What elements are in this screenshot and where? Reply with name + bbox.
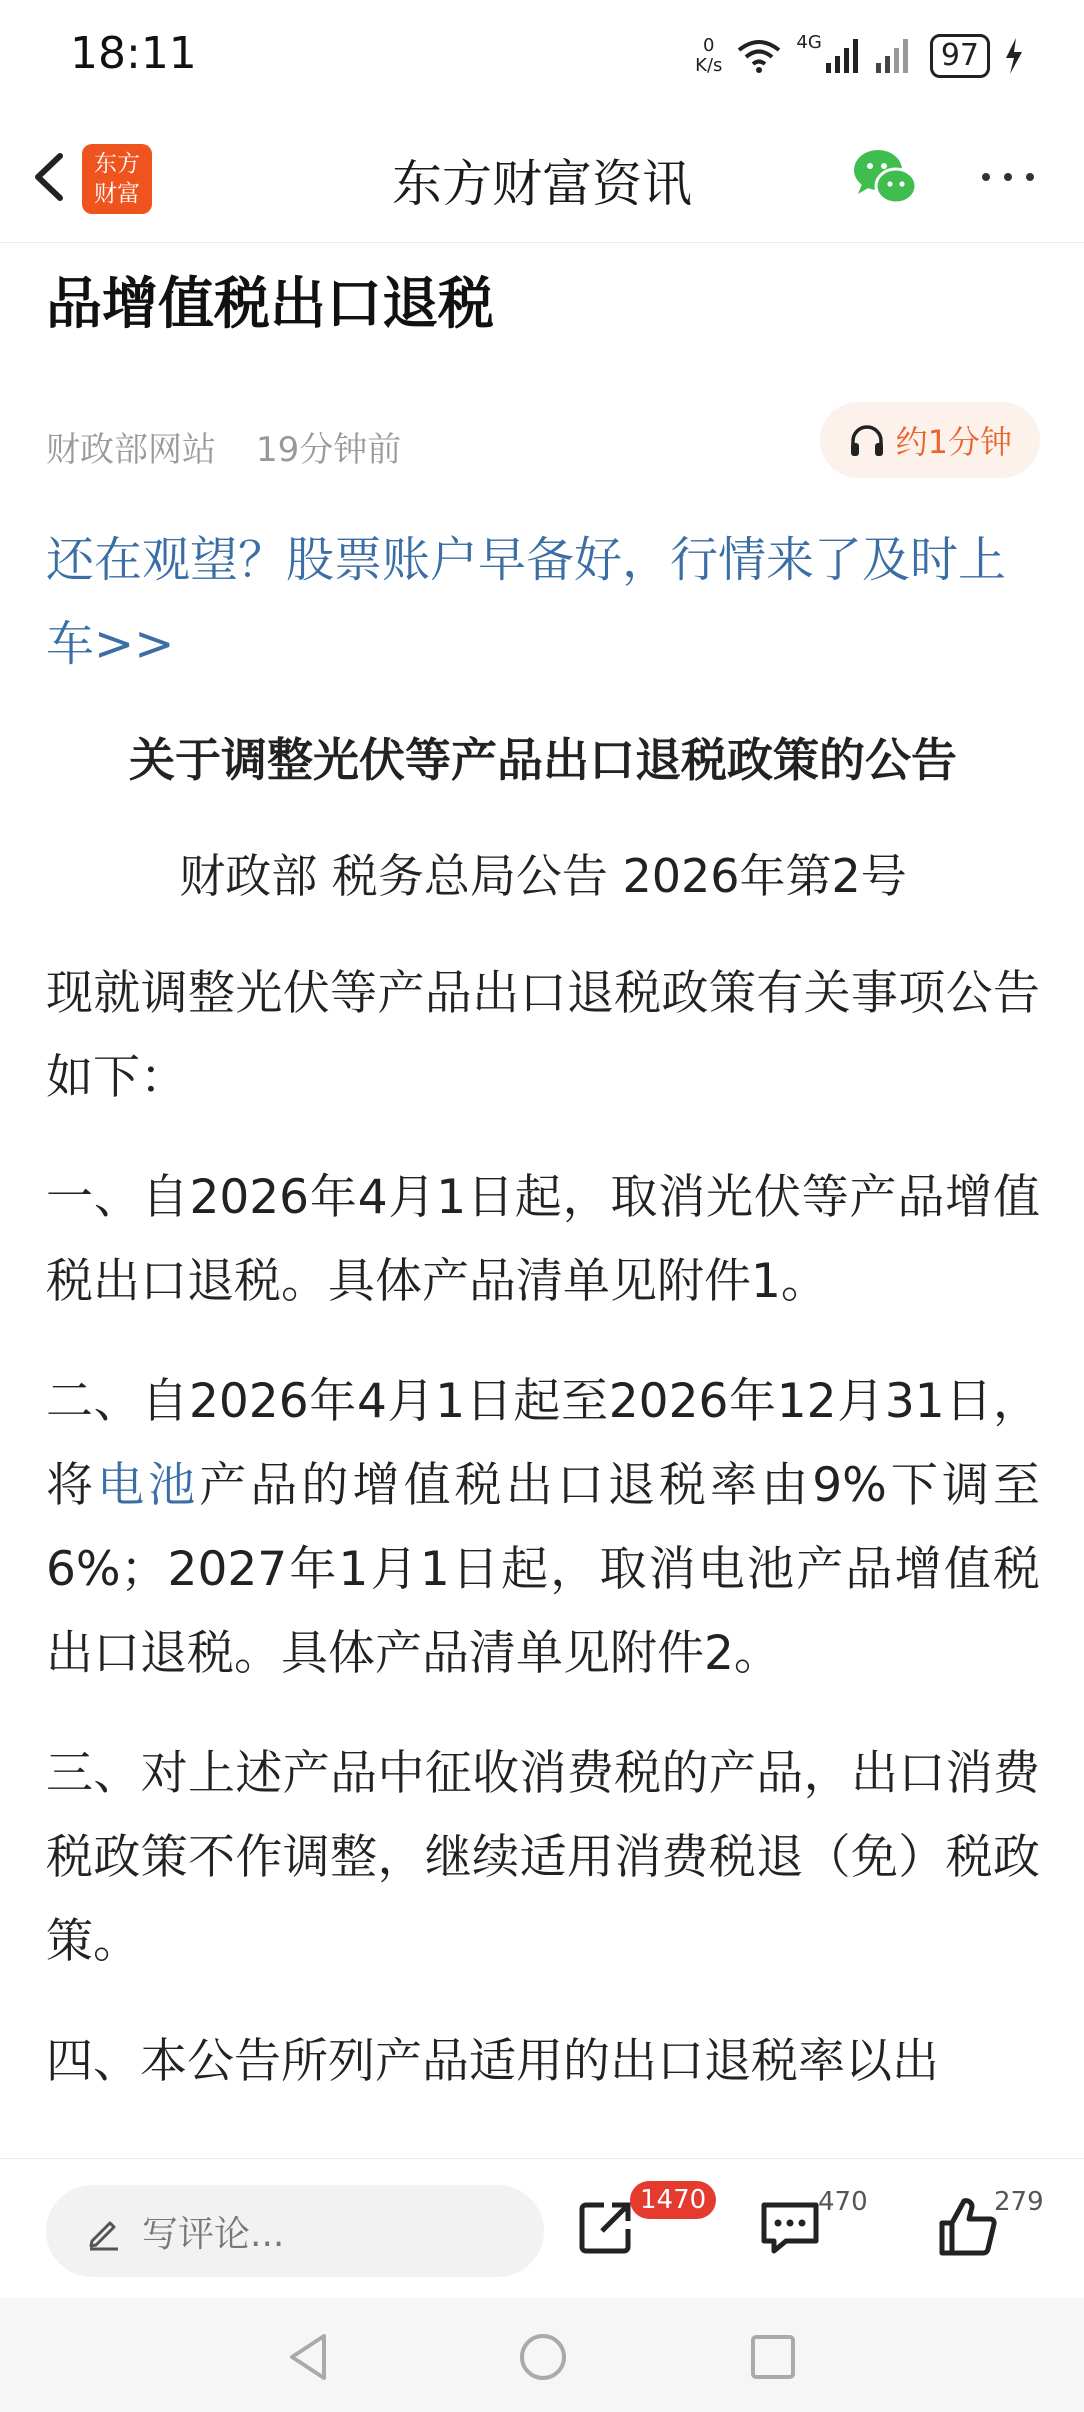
net-speed-unit: K/s [695, 55, 723, 76]
status-time: 18:11 [70, 28, 197, 79]
paragraph-2-part-1: 二、自2026年4月1日起至2026年12月31日，将 [46, 1374, 1040, 1513]
nav-home-icon[interactable] [516, 2330, 570, 2384]
logo-text-bottom: 财富 [94, 181, 140, 207]
comment-count: 470 [818, 2187, 868, 2217]
article-headline: 品增值税出口退税 [46, 272, 494, 337]
app-header [0, 112, 1084, 243]
announcement-title: 关于调整光伏等产品出口退税政策的公告 [129, 733, 957, 787]
paragraph-2-part-2: 产品的增值税出口退税率由9%下调至6%；2027年1月1日起，取消电池产品增值税出口退税。具体产品清单见附件2。 [46, 1458, 1041, 1681]
comment-icon[interactable] [758, 2195, 822, 2259]
signal-icon-2 [876, 39, 916, 73]
page-title: 东方财富资讯 [392, 155, 692, 213]
logo-text-top: 东方 [94, 151, 140, 177]
promo-link[interactable]: 还在观望？股票账户早备好，行情来了及时上车>> [46, 532, 1007, 672]
headphones-icon [848, 421, 886, 459]
paragraph-4: 四、本公告所列产品适用的出口退税率以出 [46, 2034, 939, 2089]
nav-back-icon[interactable] [282, 2330, 336, 2384]
comment-placeholder: 写评论... [142, 2213, 285, 2255]
system-nav-bar [0, 2298, 1084, 2412]
share-icon[interactable] [574, 2195, 638, 2259]
net-speed [695, 36, 722, 76]
paragraph-2 [46, 1360, 1040, 1696]
listen-button[interactable] [820, 402, 1040, 478]
wechat-share-icon[interactable] [850, 144, 920, 210]
nav-recents-icon[interactable] [746, 2330, 800, 2384]
article-meta [46, 400, 1040, 480]
battery-indicator: 97 [930, 34, 990, 78]
announcement-number: 财政部 税务总局公告 2026年第2号 [179, 849, 907, 903]
paragraph-1: 一、自2026年4月1日起，取消光伏等产品增值税出口退税。具体产品清单见附件1。 [46, 1170, 1040, 1309]
listen-duration: 约1分钟 [895, 423, 1012, 461]
article-content [46, 242, 1040, 2104]
charging-icon [1004, 38, 1024, 74]
status-icons [695, 32, 1024, 80]
like-icon[interactable] [936, 2195, 1000, 2259]
wifi-icon [736, 38, 782, 74]
status-bar [0, 0, 1084, 112]
paragraph-3: 三、对上述产品中征收消费税的产品，出口消费税政策不作调整，继续适用消费税退（免）税政策。 [46, 1746, 1040, 1969]
more-options-icon[interactable] [976, 162, 1040, 192]
like-count: 279 [994, 2187, 1044, 2217]
signal-icon [826, 39, 862, 73]
paragraph-intro: 现就调整光伏等产品出口退税政策有关事项公告如下： [46, 966, 1040, 1105]
stock-link-battery[interactable]: 电池 [97, 1458, 200, 1513]
pen-icon [84, 2211, 124, 2251]
article-time: 19分钟前 [256, 430, 402, 470]
article-source: 财政部网站 [46, 430, 216, 470]
network-type-label: 4G [796, 32, 822, 53]
bottom-action-bar [0, 2158, 1084, 2299]
comment-input[interactable] [46, 2185, 544, 2277]
net-speed-value: 0 [703, 35, 715, 56]
share-count-badge: 1470 [630, 2181, 716, 2219]
